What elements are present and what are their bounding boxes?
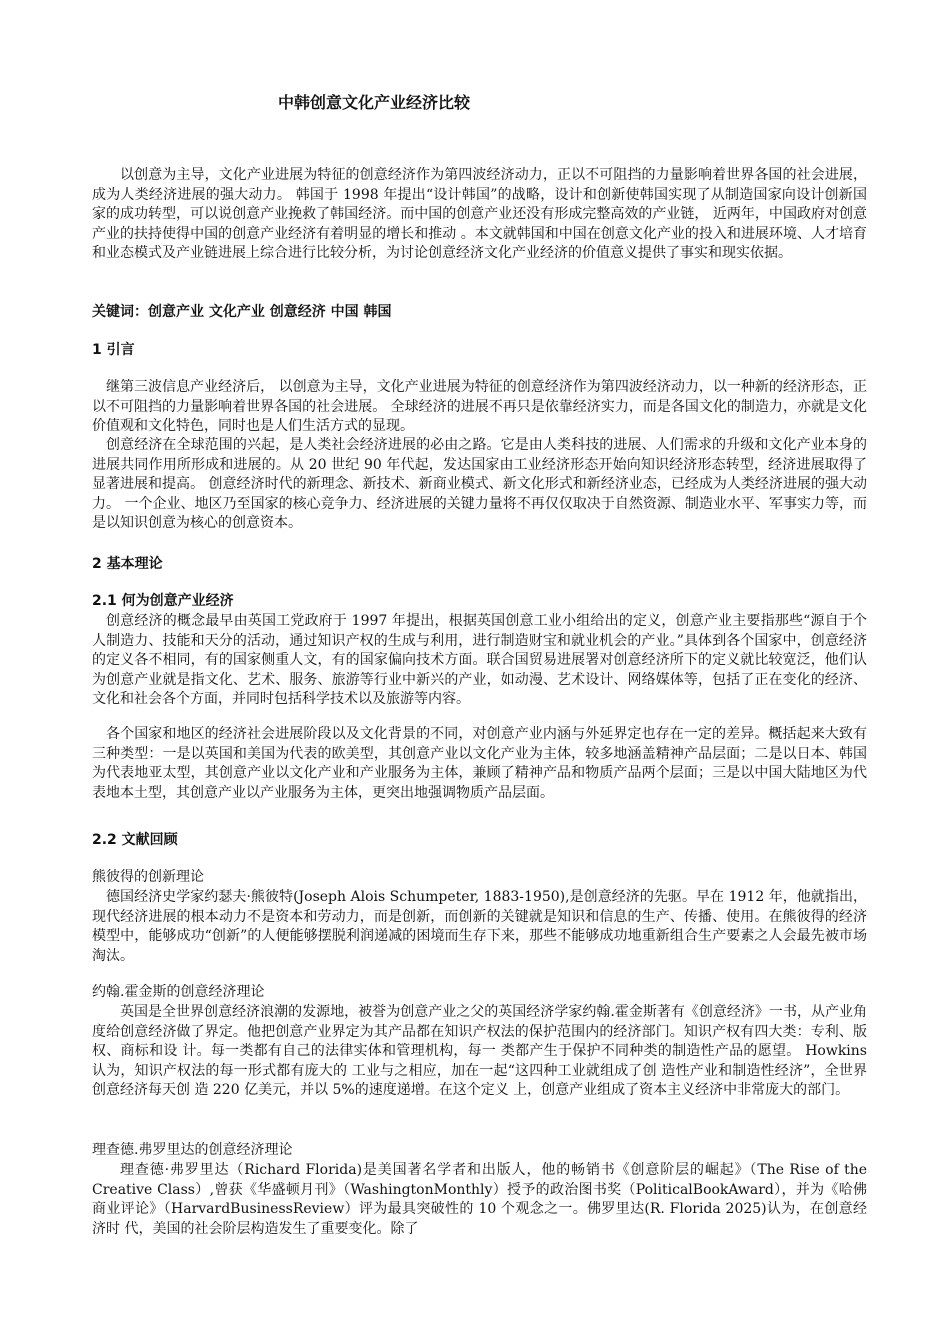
section-2-1-heading: 2.1 何为创意产业经济: [92, 593, 234, 609]
section-1-paragraph-2: 创意经济在全球范围的兴起，是人类社会经济进展的必由之路。它是由人类科技的进展、人们需求的升级和文化产业本身的进展共同作用所形成和进展的。从 20 世纪 90 年代起，发达国家由工业经济形态开始向知识经济形态转型，经济进展取得了显著进展和提高。 创意经济时代的新理念、新技术、新商业模式、新文化形式和新经济业态，已经成为人类经济进展的强大动力。 一个企业、地区乃至国家的核心竞争力、经济进展的关键力量将不再仅仅取决于自然资源、制造业水平、军事实力等，而是以知识创意为核心的创意资本。: [92, 437, 867, 531]
theory-2-paragraph: 英国是全世界创意经济浪潮的发源地，被誉为创意产业之父的英国经济学家约翰.霍金斯著有《创意经济》一书，从产业角度给创意经济做了界定。他把创意产业界定为其产品都在知识产权法的保护范围内的经济部门。知识产权有四大类：专利、版权、商标和设 计。每一类都有自己的法律实体和管理机构，每一 类都产生于保护不同种类的制造性产品的愿望。 Howkins 认为，知识产权法的每一形式都有庞大的 工业与之相应，加在一起“这四种工业就组成了创 造性产业和制造性经济”，全世界创意经济每天创 造 220 亿美元，并以 5%的速度递增。在这个定义 上，创意产业组成了资本主义经济中非常庞大的部门。: [92, 1004, 867, 1098]
document-title: 中韩创意文化产业经济比较: [278, 93, 471, 112]
theory-3-title: 理查德.弗罗里达的创意经济理论: [92, 1142, 293, 1158]
section-2-heading: 2 基本理论: [92, 556, 163, 572]
section-1-paragraph-1: 继第三波信息产业经济后， 以创意为主导，文化产业进展为特征的创意经济作为第四波经济动力，以一种新的经济形态，正以不可阻挡的力量影响着世界各国的社会进展。 全球经济的进展不再只是依靠经济实力，而是各国文化的制造力，亦就是文化价值观和文化特色，同时也是人们生活方式的显现。: [92, 379, 867, 434]
theory-2-title: 约翰.霍金斯的创意经济理论: [92, 984, 265, 1000]
theory-1-paragraph: 德国经济史学家约瑟夫·熊彼特(Joseph Alois Schumpeter, 1883-1950),是创意经济的先驱。早在 1912 年，他就指出，现代经济进展的根本动力不是资本和劳动力，而是创新，而创新的关键就是知识和信息的生产、传播、使用。在熊彼得的经济模型中，能够成功“创新”的人便能够摆脱利润递减的困境而生存下来，那些不能够成功地重新组合生产要素之人会最先被市场淘汰。: [92, 889, 867, 964]
keywords-line: 关键词：创意产业 文化产业 创意经济 中国 韩国: [92, 304, 392, 320]
section-2-1-paragraph-1: 创意经济的概念最早由英国工党政府于 1997 年提出，根据英国创意工业小组给出的定义，创意产业主要指那些“源自于个人制造力、技能和天分的活动，通过知识产权的生成与利用，进行制造财宝和就业机会的产业。”具体到各个国家中，创意经济的定义各不相同，有的国家侧重人文，有的国家偏向技术方面。联合国贸易进展署对创意经济所下的定义就比较宽泛，他们认为创意产业就是指文化、艺术、服务、旅游等行业中新兴的产业，如动漫、艺术设计、网络媒体等，包括了正在变化的经济、文化和社会各个方面，并同时包括科学技术以及旅游等内容。: [92, 613, 867, 707]
theory-3-paragraph: 理查德·弗罗里达（Richard Florida)是美国著名学者和出版人，他的畅销书《创意阶层的崛起》（The Rise of the Creative Class）,曾获《华盛顿月刊》（WashingtonMonthly）授予的政治图书奖（PoliticalBookAward），并为《哈佛商业评论》（HarvardBusinessReview）评为最具突破性的 10 个观念之一。佛罗里达(R. Florida 2025)认为，在创意经济时 代，美国的社会阶层构造发生了重要变化。除了: [92, 1162, 867, 1237]
abstract-paragraph: 以创意为主导，文化产业进展为特征的创意经济作为第四波经济动力，正以不可阻挡的力量影响着世界各国的社会进展，成为人类经济进展的强大动力。 韩国于 1998 年提出“设计韩国”的战略，设计和创新使韩国实现了从制造国家向设计创新国家的成功转型，可以说创意产业挽救了韩国经济。而中国的创意产业还没有形成完整高效的产业链， 近两年，中国政府对创意产业的扶持使得中国的创意产业经济有着明显的增长和推动 。本文就韩国和中国在创意文化产业的投入和进展环境、人才培育和业态模式及产业链进展上综合进行比较分析，为讨论创意经济文化产业经济的价值意义提供了事实和现实依据。: [92, 167, 867, 261]
section-2-2-heading: 2.2 文献回顾: [92, 832, 178, 848]
section-1-heading: 1 引言: [92, 342, 135, 358]
section-2-1-paragraph-2: 各个国家和地区的经济社会进展阶段以及文化背景的不同，对创意产业内涵与外延界定也存在一定的差异。概括起来大致有三种类型：一是以英国和美国为代表的欧美型，其创意产业以文化产业为主体，较多地涵盖精神产品层面；二是以日本、韩国为代表地亚太型，其创意产业以文化产业和产业服务为主体，兼顾了精神产品和物质产品两个层面；三是以中国大陆地区为代表地本土型，其创意产业以产业服务为主体，更突出地强调物质产品层面。: [92, 726, 867, 801]
theory-1-title: 熊彼得的创新理论: [92, 869, 204, 885]
